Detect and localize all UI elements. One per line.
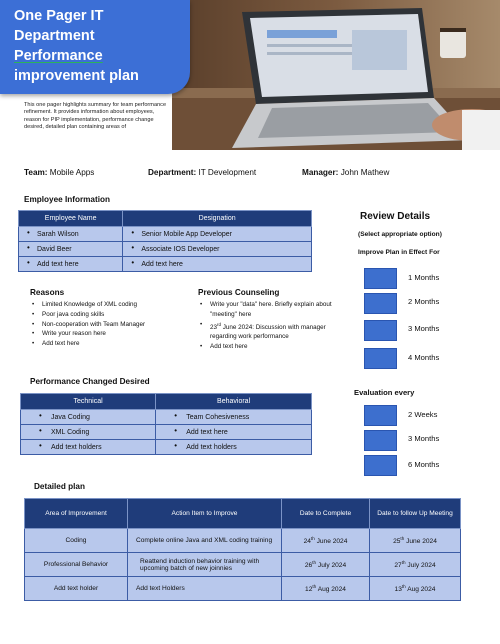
action-cell: Complete online Java and XML coding training <box>128 529 282 553</box>
technical-cell: • Java Coding <box>21 410 156 425</box>
employee-info-title: Employee Information <box>24 195 110 204</box>
plan-option-1-checkbox[interactable] <box>364 268 397 289</box>
plan-option-3-label: 3 Months <box>408 324 440 333</box>
eval-option-1-checkbox[interactable] <box>364 405 397 426</box>
complete-date-cell <box>282 553 370 577</box>
employee-name-cell: • Add text here <box>19 257 123 272</box>
plan-option-1-label: 1 Months <box>408 273 440 282</box>
employee-name-header: Employee Name <box>19 211 123 227</box>
date-rest: Aug 2024 <box>405 586 436 594</box>
date-suffix: th <box>312 583 317 589</box>
list-item: • Write your "data" here. Briefly explain about "meeting" here <box>196 300 338 320</box>
followup-date-cell <box>370 553 461 577</box>
complete-date-cell <box>282 577 370 601</box>
table-row <box>21 425 312 440</box>
table-row <box>25 529 461 553</box>
department-value: IT Development <box>198 168 257 177</box>
team-meta <box>24 168 94 177</box>
action-cell: Add text Holders <box>128 577 282 601</box>
manager-value: John Mathew <box>340 168 390 177</box>
date-suffix: th <box>400 535 405 541</box>
designation-cell: • Senior Mobile App Developer <box>123 227 312 242</box>
employee-name-cell: • David Beer <box>19 242 123 257</box>
date-suffix: th <box>310 535 315 541</box>
manager-label: Manager: <box>302 168 339 177</box>
technical-cell: • Add text holders <box>21 440 156 455</box>
technical-header: Technical <box>21 394 156 410</box>
date-suffix: rd <box>217 321 222 327</box>
detailed-plan-table <box>24 498 461 601</box>
team-value: Mobile Apps <box>49 168 95 177</box>
date-day: 12 <box>305 586 313 594</box>
title-banner <box>0 0 190 94</box>
employee-name-cell: • Sarah Wilson <box>19 227 123 242</box>
behavioral-cell: • Add text here <box>156 425 312 440</box>
area-cell: Professional Behavior <box>25 553 128 577</box>
followup-date-cell <box>370 577 461 601</box>
table-row <box>21 440 312 455</box>
complete-date-cell <box>282 529 370 553</box>
eval-option-2-label: 3 Months <box>408 434 440 443</box>
reasons-list <box>28 300 188 349</box>
eval-option-3-checkbox[interactable] <box>364 455 397 476</box>
table-row <box>19 227 312 242</box>
title-line-1: One Pager IT <box>14 8 104 24</box>
area-header: Area of Improvement <box>25 499 128 529</box>
review-title: Review Details <box>360 211 431 222</box>
date-day: 24 <box>303 538 311 546</box>
evaluation-label: Evaluation every <box>354 388 415 397</box>
plan-duration-label: Improve Plan in Effect For <box>358 249 440 256</box>
behavioral-header: Behavioral <box>156 394 312 410</box>
complete-date-header: Date to Complete <box>282 499 370 529</box>
employee-table <box>18 210 312 272</box>
title-line-2: Department <box>14 28 95 44</box>
team-label: Team: <box>24 168 48 177</box>
intro-text: This one pager highlights summary for team performance refinement. It provides information about employees, reason for PIP implementation, performance change desired, detailed plan containing areas of <box>24 102 167 131</box>
reasons-title: Reasons <box>30 288 65 297</box>
eval-option-1-label: 2 Weeks <box>408 410 438 419</box>
designation-header: Designation <box>123 211 312 227</box>
plan-option-2-label: 2 Months <box>408 297 440 306</box>
list-item: • Non-cooperation with Team Manager <box>28 320 188 330</box>
plan-option-3-checkbox[interactable] <box>364 320 397 341</box>
laptop-image <box>172 0 500 150</box>
department-meta <box>148 168 256 177</box>
eval-option-2-checkbox[interactable] <box>364 430 397 451</box>
date-rest: Aug 2024 <box>316 586 346 594</box>
area-cell: Add text holder <box>25 577 128 601</box>
date-suffix: th <box>401 559 406 565</box>
table-row <box>25 577 461 601</box>
followup-date-cell <box>370 529 461 553</box>
plan-option-2-checkbox[interactable] <box>364 293 397 314</box>
date-rest: June 2024 <box>314 538 348 546</box>
date-rest: July 2024 <box>316 562 347 570</box>
list-item: • Write your reason here <box>28 329 188 339</box>
list-item-text: June 2024: Discussion with manager regarding work performance <box>210 323 326 341</box>
table-row <box>21 410 312 425</box>
date-rest: July 2024 <box>405 562 436 570</box>
table-row <box>25 553 461 577</box>
laptop-photo <box>172 0 500 150</box>
list-item: • Poor java coding skills <box>28 310 188 320</box>
table-row <box>19 242 312 257</box>
date-suffix: th <box>401 583 406 589</box>
manager-meta <box>302 168 389 177</box>
plan-option-4-label: 4 Months <box>408 353 440 362</box>
designation-cell: • Add text here <box>123 257 312 272</box>
date-day: 13 <box>394 586 402 594</box>
date-suffix: th <box>312 559 317 565</box>
counseling-title: Previous Counseling <box>198 288 280 297</box>
list-item: • Add text here <box>196 342 338 352</box>
technical-cell: • XML Coding <box>21 425 156 440</box>
performance-table <box>20 393 312 455</box>
followup-date-header: Date to follow Up Meeting <box>370 499 461 529</box>
eval-option-3-label: 6 Months <box>408 460 440 469</box>
title-line-4: improvement plan <box>14 68 139 84</box>
table-row <box>19 257 312 272</box>
date-day: 26 <box>304 562 313 570</box>
date-day: 23 <box>210 323 218 331</box>
designation-cell: • Associate IOS Developer <box>123 242 312 257</box>
action-cell: Reattend induction behavior training with upcoming batch of new joinnies <box>128 553 282 577</box>
date-rest: June 2024 <box>404 538 437 546</box>
performance-title: Performance Changed Desired <box>30 377 150 386</box>
date-day: 25 <box>393 538 401 546</box>
behavioral-cell: • Add text holders <box>156 440 312 455</box>
review-subtitle: (Select appropriate option) <box>358 231 442 238</box>
area-cell: Coding <box>25 529 128 553</box>
list-item: • Limited Knowledge of XML coding <box>28 300 188 310</box>
date-day: 27 <box>394 562 402 570</box>
list-item <box>196 320 338 343</box>
detailed-plan-title: Detailed plan <box>34 482 85 491</box>
action-header: Action Item to Improve <box>128 499 282 529</box>
plan-option-4-checkbox[interactable] <box>364 348 397 369</box>
counseling-list <box>196 300 338 352</box>
department-label: Department: <box>148 168 197 177</box>
list-item: • Add text here <box>28 339 188 349</box>
behavioral-cell: • Team Cohesiveness <box>156 410 312 425</box>
title-line-3: Performance <box>14 48 103 64</box>
